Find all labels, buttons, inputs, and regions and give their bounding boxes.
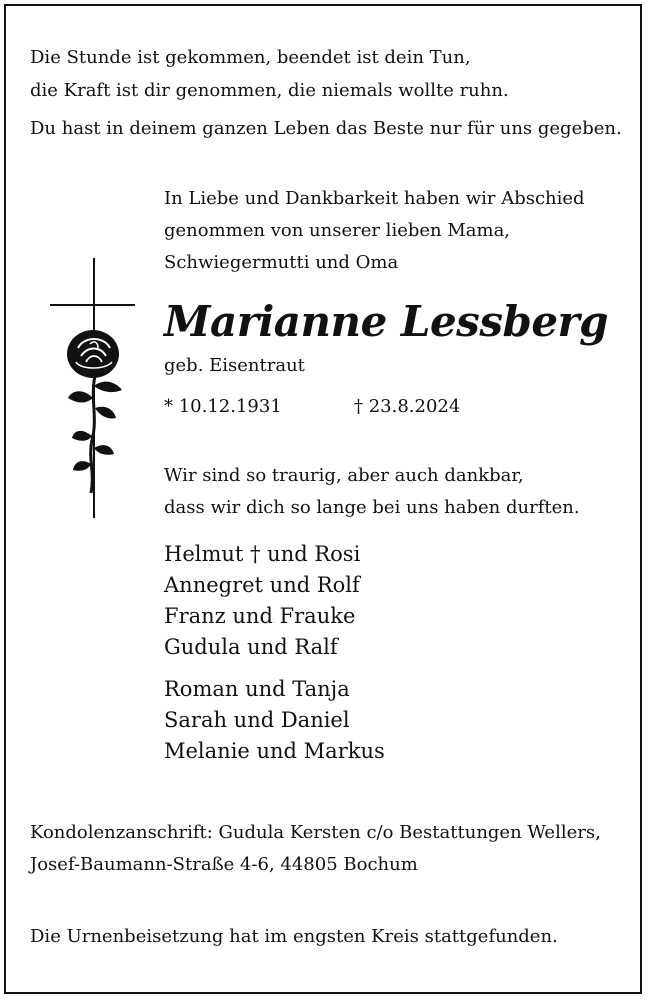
message-line-1: Wir sind so traurig, aber auch dankbar,: [164, 465, 524, 486]
family-member: Gudula und Ralf: [164, 635, 338, 659]
family-member: Melanie und Markus: [164, 739, 385, 763]
intro-line-1: In Liebe und Dankbarkeit haben wir Abschied: [164, 188, 585, 209]
birth-date: * 10.12.1931: [164, 396, 282, 417]
condolence-line-1: Kondolenzanschrift: Gudula Kersten c/o Bestattungen Wellers,: [30, 822, 601, 843]
condolence-line-2: Josef-Baumann-Straße 4-6, 44805 Bochum: [30, 854, 418, 875]
birth-name: geb. Eisentraut: [164, 355, 305, 376]
family-member: Sarah und Daniel: [164, 708, 350, 732]
poem-line-1: Die Stunde ist gekommen, beendet ist dein Tun,: [30, 47, 471, 68]
poem-line-3: Du hast in deinem ganzen Leben das Beste nur für uns gegeben.: [30, 118, 622, 139]
family-member: Helmut † und Rosi: [164, 542, 361, 566]
intro-line-3: Schwiegermutti und Oma: [164, 252, 399, 273]
family-member: Franz und Frauke: [164, 604, 356, 628]
burial-note: Die Urnenbeisetzung hat im engsten Kreis stattgefunden.: [30, 926, 558, 947]
death-date: † 23.8.2024: [354, 396, 461, 417]
poem-line-2: die Kraft ist dir genommen, die niemals wollte ruhn.: [30, 80, 509, 101]
deceased-name: Marianne Lessberg: [164, 297, 609, 346]
family-member: Roman und Tanja: [164, 677, 350, 701]
family-member: Annegret und Rolf: [164, 573, 360, 597]
message-line-2: dass wir dich so lange bei uns haben durften.: [164, 497, 580, 518]
cross-with-rose-icon: [48, 258, 138, 520]
intro-line-2: genommen von unserer lieben Mama,: [164, 220, 511, 241]
